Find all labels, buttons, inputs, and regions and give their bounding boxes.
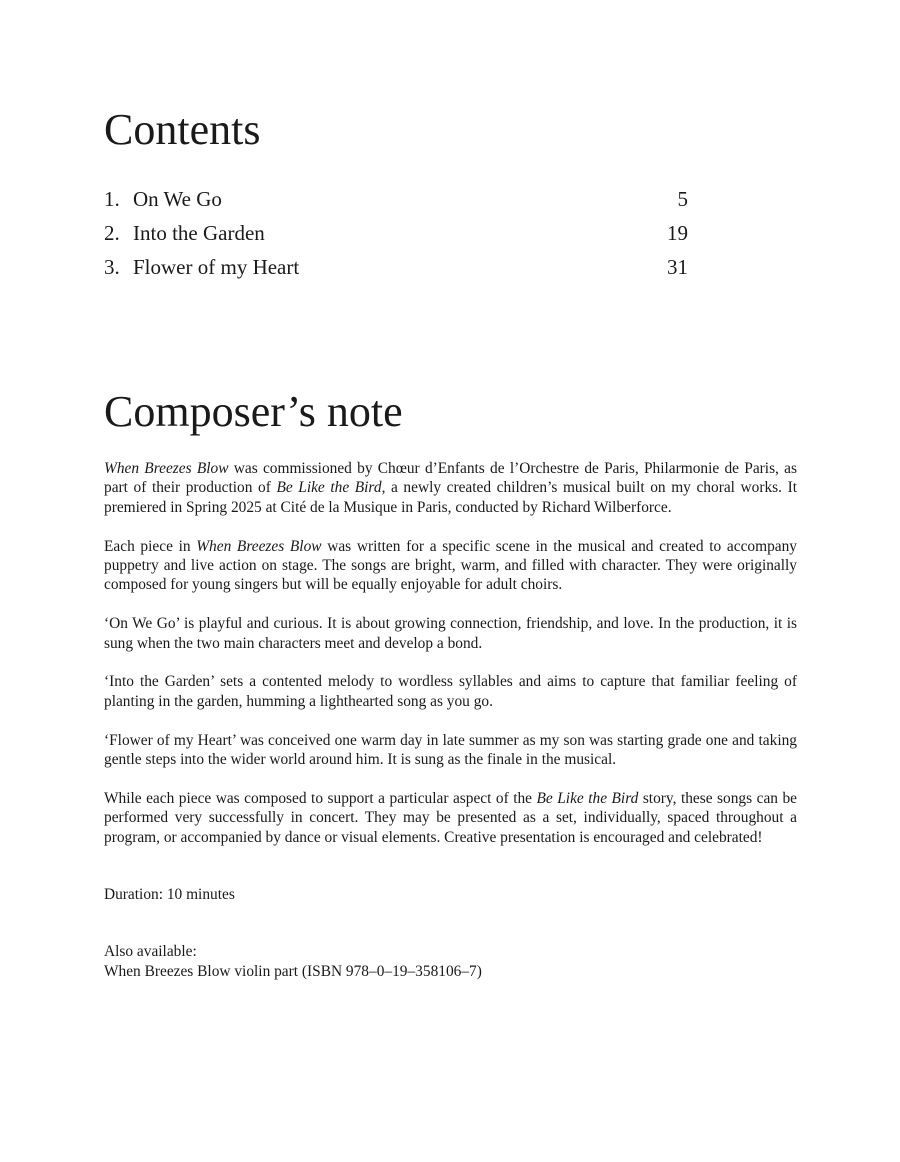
- contents-heading: Contents: [104, 105, 261, 154]
- production-title: Be Like the Bird: [276, 479, 382, 497]
- composers-note-body: [104, 459, 797, 981]
- paragraph-text: While each piece was composed to support a particular aspect of the: [104, 789, 537, 807]
- contents-list: [104, 182, 688, 284]
- paragraph-text: was written for a specific scene in the musical and created to accompany puppetry and live action on stage. The songs are bright, warm, and filled with character. They were originally composed for young singers but will be equally enjoyable for adult choirs.: [104, 537, 797, 594]
- also-available-label: Also available:: [104, 943, 197, 961]
- contents-item-title: On We Go: [133, 187, 222, 211]
- contents-item-number: 1.: [104, 187, 120, 211]
- contents-item: [104, 216, 688, 250]
- also-available: [104, 942, 797, 981]
- contents-item-number: 3.: [104, 255, 120, 279]
- contents-item: [104, 182, 688, 216]
- contents-item: [104, 250, 688, 284]
- note-paragraph-1: [104, 459, 797, 517]
- work-title: When Breezes Blow: [196, 537, 322, 555]
- note-paragraph-3: ‘On We Go’ is playful and curious. It is about growing connection, friendship, and love. In the production, it is sung when the two main characters meet and develop a bond.: [104, 615, 797, 652]
- paragraph-text: story, these songs can be performed very successfully in concert. They may be presented as a set, individually, spaced throughout a program, or accompanied by dance or visual elements. Creative presentation is encouraged and celebrated!: [104, 789, 797, 846]
- production-title: Be Like the Bird: [536, 789, 639, 807]
- paragraph-text: Each piece in: [104, 537, 197, 555]
- contents-item-number: 2.: [104, 221, 120, 245]
- note-paragraph-2: [104, 537, 797, 595]
- paragraph-text: was commissioned by Chœur d’Enfants de l’Orchestre de Paris, Philarmonie de Paris, as part of their production of: [104, 460, 797, 497]
- also-available-item: When Breezes Blow violin part (ISBN 978–0–19–358106–7): [104, 962, 482, 980]
- contents-item-page: 5: [677, 187, 688, 211]
- duration: Duration: 10 minutes: [104, 886, 235, 904]
- contents-item-title: Flower of my Heart: [133, 255, 300, 279]
- composers-note-heading: Composer’s note: [104, 387, 403, 436]
- contents-item-page: 31: [667, 255, 688, 279]
- note-paragraph-5: ‘Flower of my Heart’ was conceived one warm day in late summer as my son was starting grade one and taking gentle steps into the wider world around him. It is sung as the finale in the musical.: [104, 731, 797, 769]
- work-title: When Breezes Blow: [104, 460, 229, 477]
- contents-item-page: 19: [667, 221, 688, 245]
- note-paragraph-6: [104, 789, 797, 847]
- paragraph-text: , a newly created children’s musical built on my choral works. It premiered in Spring 2025 at Cité de la Musique in Paris, conducted by Richard Wilberforce.: [104, 479, 797, 516]
- contents-item-title: Into the Garden: [133, 221, 265, 245]
- note-paragraph-4: ‘Into the Garden’ sets a contented melody to wordless syllables and aims to capture that familiar feeling of planting in the garden, humming a lighthearted song as you go.: [104, 673, 797, 710]
